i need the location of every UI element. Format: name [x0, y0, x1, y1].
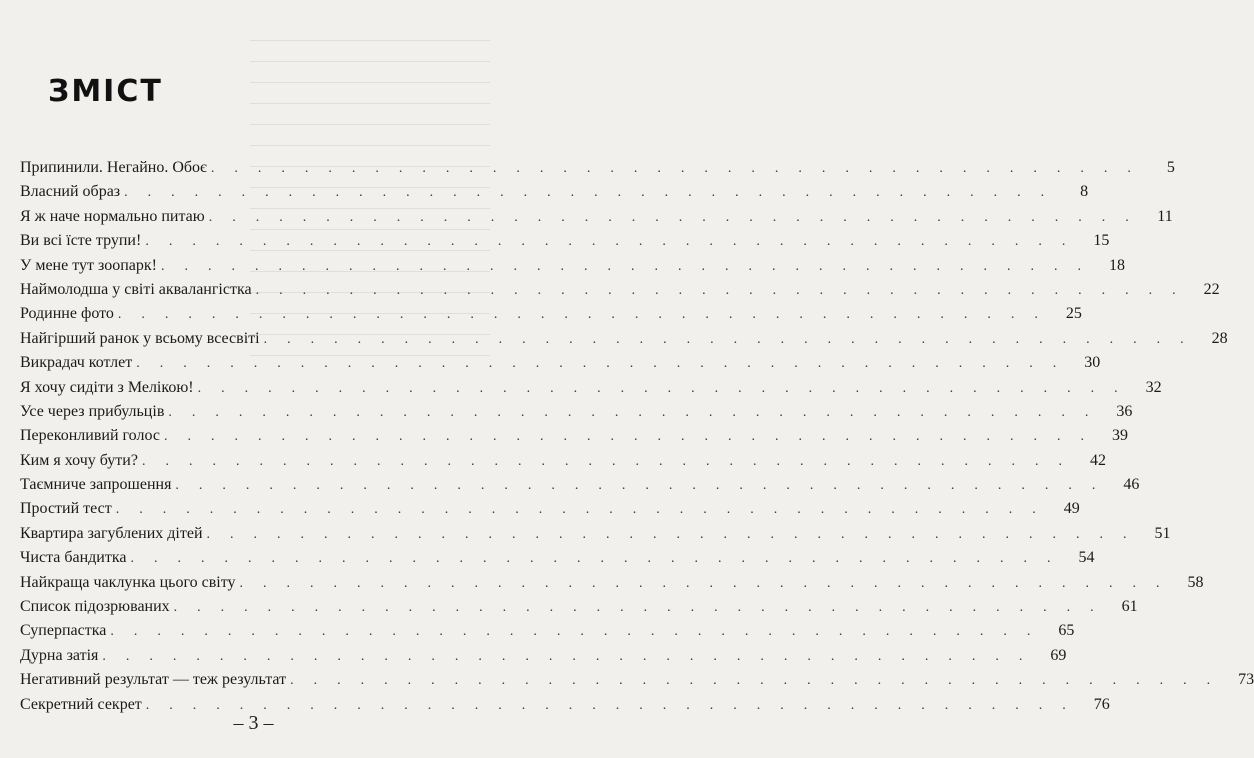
- toc-entry-page: 28: [1211, 329, 1228, 347]
- toc-entry-page: 22: [1203, 280, 1220, 298]
- dot-leader: ........................................: [263, 331, 1204, 347]
- dot-leader: ........................................: [163, 429, 1104, 445]
- toc-entry: [20, 595, 1138, 619]
- toc-entry: [20, 522, 1171, 546]
- toc-entry: [20, 668, 1254, 692]
- toc-entry-title: Наймолодша у світі аквалангістка: [20, 280, 252, 298]
- dot-leader: ........................................: [206, 526, 1147, 542]
- dot-leader: ........................................: [160, 258, 1101, 274]
- page-title: ЗМІСТ: [48, 74, 163, 109]
- toc-entry-page: 42: [1089, 451, 1106, 469]
- toc-entry: [20, 473, 1140, 497]
- toc-entry-title: Переконливий голос: [20, 427, 160, 445]
- toc-entry: [20, 327, 1228, 351]
- toc-entry: [20, 229, 1110, 253]
- toc-entry-page: 39: [1111, 427, 1128, 445]
- dot-leader: ........................................: [173, 600, 1114, 616]
- toc-entry-title: Викрадач котлет: [20, 354, 133, 372]
- dot-leader: ........................................: [210, 161, 1151, 176]
- toc-entry: [20, 376, 1162, 400]
- toc-entry: [20, 254, 1125, 278]
- dot-leader: ........................................: [115, 502, 1056, 518]
- page-number: – 3 –: [233, 712, 274, 734]
- toc-entry-title: Простий тест: [20, 500, 112, 518]
- toc-entry-title: Власний образ: [20, 183, 121, 201]
- toc-entry-page: 69: [1050, 646, 1067, 664]
- toc-entry-title: Найгірший ранок у всьому всесвіті: [20, 329, 260, 347]
- dot-leader: ........................................: [255, 282, 1196, 298]
- toc-entry-title: Родинне фото: [20, 305, 114, 323]
- toc-entry-page: 15: [1093, 232, 1110, 250]
- toc-entry: [20, 400, 1133, 424]
- toc-entry: [20, 619, 1075, 643]
- toc-entry: [20, 546, 1095, 570]
- toc-entry: [20, 156, 1175, 180]
- toc-entry: [20, 424, 1128, 448]
- toc-entry-title: У мене тут зоопарк!: [20, 256, 157, 274]
- toc-entry: [20, 278, 1220, 302]
- toc-entry-title: Негативний результат — теж результат: [20, 671, 287, 689]
- toc-entry-page: 30: [1084, 354, 1101, 372]
- toc-entry-title: Усе через прибульців: [20, 402, 165, 420]
- toc-entry-title: Секретний секрет: [20, 695, 142, 713]
- toc-entry-page: 49: [1063, 500, 1080, 518]
- dot-leader: ........................................: [145, 697, 1086, 713]
- toc-entry-title: Найкраща чаклунка цього світу: [20, 573, 236, 591]
- dot-leader: ........................................: [145, 234, 1086, 250]
- toc-entry-page: 32: [1145, 378, 1162, 396]
- toc-entry-title: Ким я хочу бути?: [20, 451, 138, 469]
- dot-leader: ........................................: [197, 380, 1138, 396]
- toc-entry-page: 65: [1058, 622, 1075, 640]
- toc-entry-title: Я хочу сидіти з Мелікою!: [20, 378, 194, 396]
- toc-entry: [20, 351, 1101, 375]
- toc-entry-page: 58: [1187, 573, 1204, 591]
- toc-entry-title: Таємниче запрошення: [20, 476, 172, 494]
- toc-entry-page: 46: [1123, 476, 1140, 494]
- toc-entry-page: 5: [1166, 159, 1175, 176]
- toc-entry-page: 61: [1121, 598, 1138, 616]
- toc-entry-title: Припинили. Негайно. Обоє: [20, 159, 207, 176]
- toc-entry: [20, 497, 1080, 521]
- toc-entry: [20, 449, 1106, 473]
- dot-leader: ........................................: [110, 624, 1051, 640]
- toc-entry-page: 25: [1065, 305, 1082, 323]
- dot-leader: ........................................: [208, 209, 1149, 225]
- toc-entry-page: 36: [1116, 402, 1133, 420]
- toc-entry-title: Чиста бандитка: [20, 549, 127, 567]
- dot-leader: ........................................: [102, 648, 1043, 664]
- toc-entry-title: Ви всі їсте трупи!: [20, 232, 142, 250]
- toc-entry-title: Суперпастка: [20, 622, 107, 640]
- dot-leader: ........................................: [136, 356, 1077, 372]
- toc-entry: [20, 644, 1067, 668]
- toc-entry-page: 54: [1078, 549, 1095, 567]
- dot-leader: ........................................: [130, 551, 1071, 567]
- toc-entry-title: Я ж наче нормально питаю: [20, 207, 205, 225]
- dot-leader: ........................................: [168, 404, 1109, 420]
- toc-entry: [20, 205, 1173, 229]
- table-of-contents: [20, 156, 1254, 717]
- toc-entry: [20, 571, 1204, 595]
- dot-leader: ........................................: [290, 673, 1231, 689]
- toc-entry-page: 11: [1157, 207, 1173, 225]
- dot-leader: ........................................: [239, 575, 1180, 591]
- toc-entry: [20, 302, 1082, 326]
- dot-leader: ........................................: [175, 478, 1116, 494]
- toc-entry-page: 8: [1080, 183, 1089, 201]
- toc-entry-title: Квартира загублених дітей: [20, 524, 203, 542]
- toc-entry-title: Список підозрюваних: [20, 598, 170, 616]
- dot-leader: ........................................: [124, 185, 1065, 201]
- toc-entry-page: 76: [1093, 695, 1110, 713]
- toc-entry-page: 73: [1238, 671, 1254, 689]
- toc-entry-title: Дурна затія: [20, 646, 99, 664]
- toc-entry: [20, 180, 1089, 204]
- dot-leader: ........................................: [117, 307, 1058, 323]
- toc-entry-page: 18: [1108, 256, 1125, 274]
- dot-leader: ........................................: [141, 453, 1082, 469]
- toc-entry-page: 51: [1154, 524, 1171, 542]
